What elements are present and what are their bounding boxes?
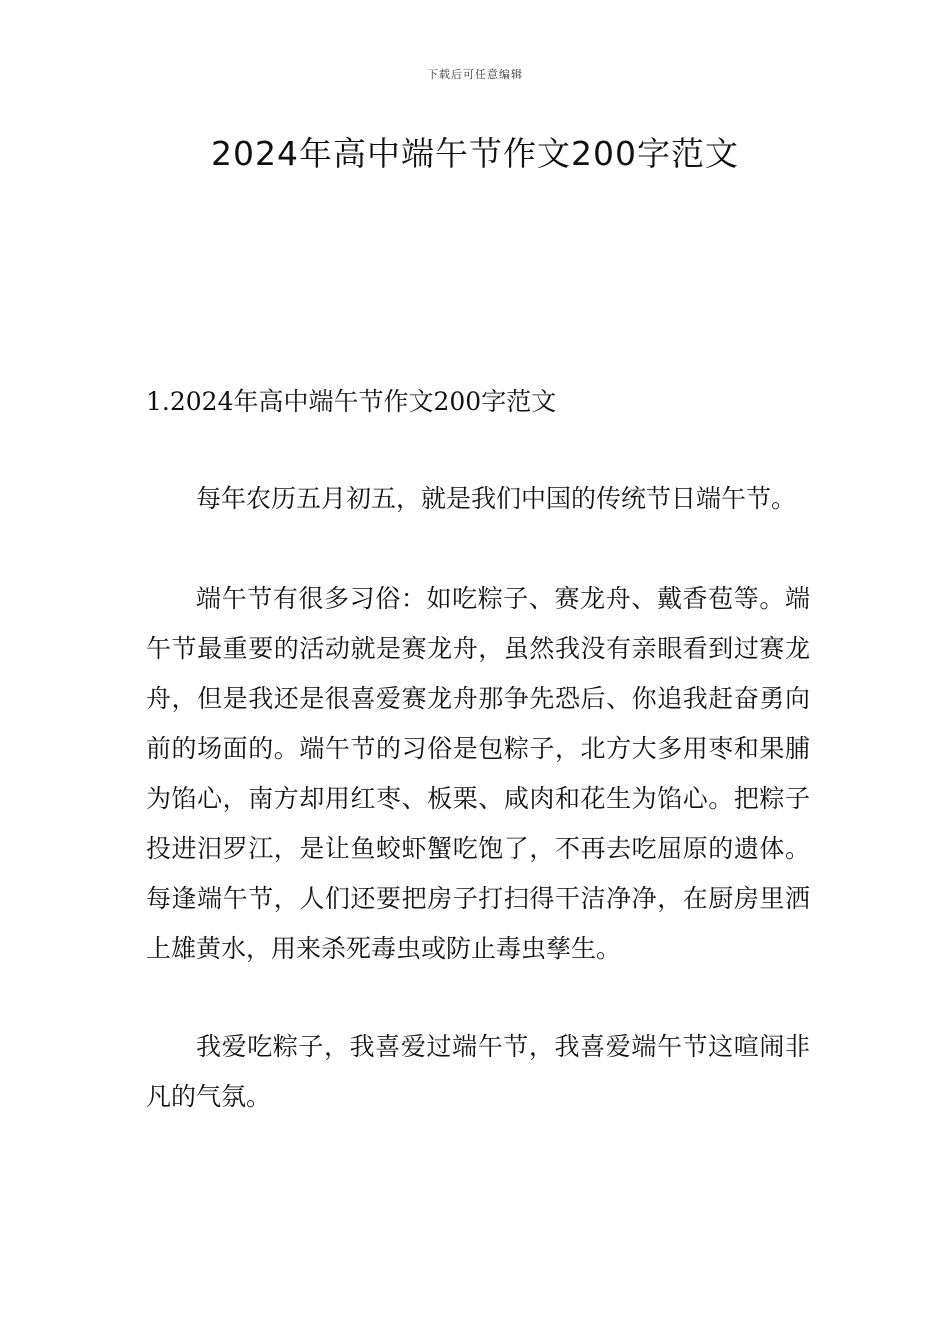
- paragraph-3: 我爱吃粽子，我喜爱过端午节，我喜爱端午节这喧闹非凡的气氛。: [146, 1032, 810, 1111]
- document-title: 2024年高中端午节作文200字范文: [211, 134, 739, 173]
- paragraph-1: 每年农历五月初五，就是我们中国的传统节日端午节。: [196, 484, 797, 513]
- section-heading: 1.2024年高中端午节作文200字范文: [146, 387, 557, 416]
- paragraph-2: 端午节有很多习俗：如吃粽子、赛龙舟、戴香苞等。端午节最重要的活动就是赛龙舟，虽然我没有亲眼看到过赛龙舟，但是我还是很喜爱赛龙舟那争先恐后、你追我赶奋勇向前的场面的。端午节的习俗是包粽子，北方大多用枣和果脯为馅心，南方却用红枣、板栗、咸肉和花生为馅心。把粽子投进汨罗江，是让鱼蛟虾蟹吃饱了，不再去吃屈原的遗体。每逢端午节，人们还要把房子打扫得干洁净净，在厨房里洒上雄黄水，用来杀死毒虫或防止毒虫孳生。: [146, 584, 810, 963]
- header-note: 下载后可任意编辑: [427, 68, 523, 81]
